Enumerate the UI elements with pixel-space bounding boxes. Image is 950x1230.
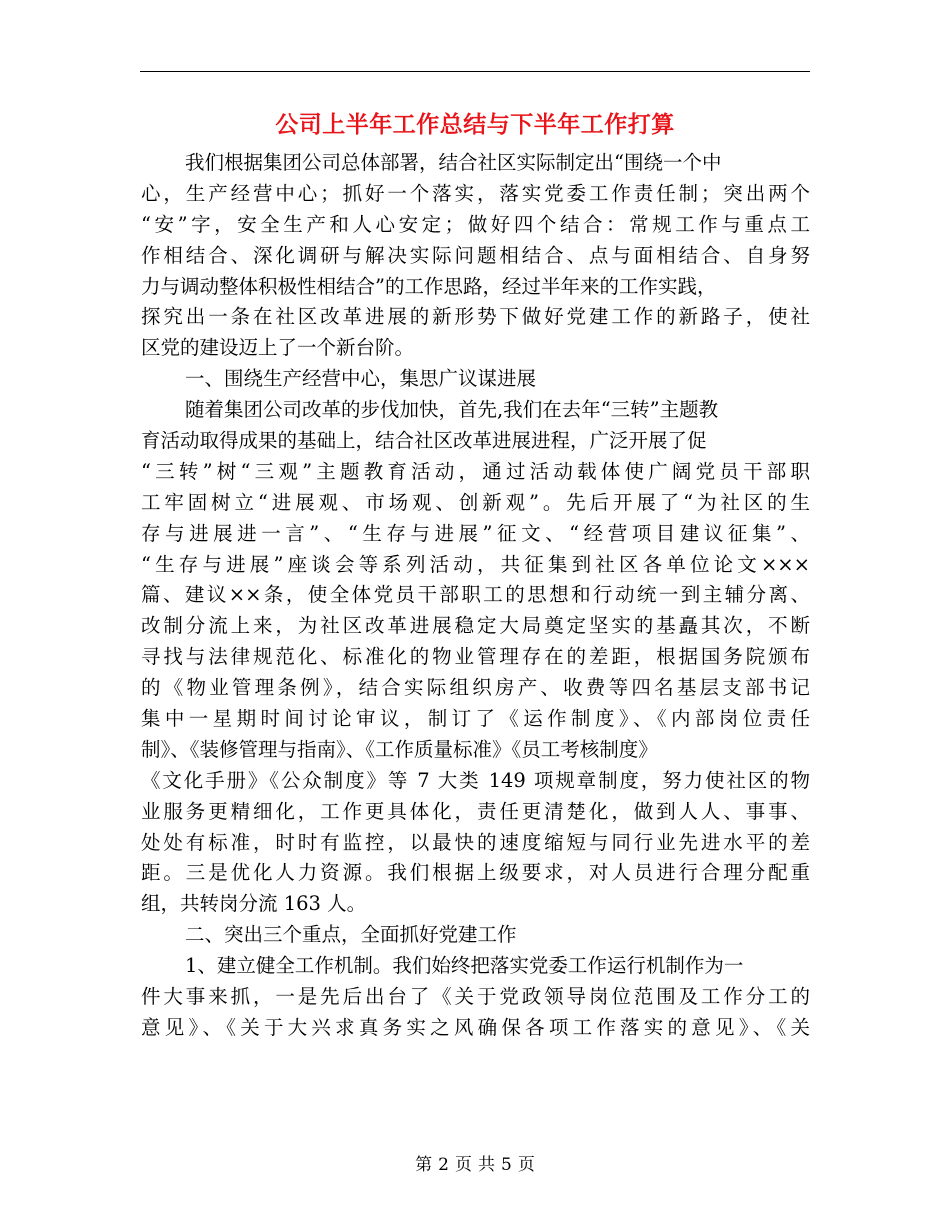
paragraph-line: “生存与进展”座谈会等系列活动，共征集到社区各单位论文××× <box>141 552 810 576</box>
paragraph-line: 集中一星期时间讨论审议，制订了《运作制度》、《内部岗位责任 <box>141 707 810 731</box>
paragraph-line: 1、建立健全工作机制。我们始终把落实党委工作运行机制作为一 <box>185 954 744 978</box>
paragraph-line: “安”字，安全生产和人心安定；做好四个结合：常规工作与重点工 <box>141 212 810 236</box>
paragraph-line: 的《物业管理条例》，结合实际组织房产、收费等四名基层支部书记 <box>141 676 810 700</box>
paragraph-line: 作相结合、深化调研与解决实际问题相结合、点与面相结合、自身努 <box>141 243 810 267</box>
paragraph-line: 工牢固树立“进展观、市场观、创新观”。先后开展了“为社区的生 <box>141 490 810 514</box>
paragraph-line: 我们根据集团公司总体部署，结合社区实际制定出“围绕一个中 <box>185 151 722 174</box>
paragraph-line: 制》、《装修管理与指南》、《工作质量标准》《员工考核制度》 <box>141 737 658 761</box>
paragraph-line: 心，生产经营中心；抓好一个落实，落实党委工作责任制；突出两个 <box>141 181 810 205</box>
current-page-number: 2 <box>438 1155 449 1175</box>
footer-suffix: 页 <box>517 1155 535 1175</box>
page-footer <box>0 1153 950 1177</box>
paragraph-line: 篇、建议××条，使全体党员干部职工的思想和行动统一到主辅分离、 <box>141 583 810 607</box>
paragraph-line: 组，共转岗分流 163 人。 <box>141 892 367 916</box>
paragraph-line: 《文化手册》《公众制度》等 7 大类 149 项规章制度，努力使社区的物 <box>141 768 810 792</box>
paragraph-line: “三转”树“三观”主题教育活动，通过活动载体使广阔党员干部职 <box>141 459 810 483</box>
paragraph-line: 处处有标准，时时有监控，以最快的速度缩短与同行业先进水平的差 <box>141 830 810 854</box>
paragraph-line: 区党的建设迈上了一个新台阶。 <box>141 336 415 360</box>
paragraph-line: 随着集团公司改革的步伐加快，首先,我们在去年“三转”主题教 <box>185 398 719 422</box>
footer-prefix: 第 <box>415 1155 433 1175</box>
footer-total-prefix: 共 <box>478 1155 495 1175</box>
paragraph-line: 距。三是优化人力资源。我们根据上级要求，对人员进行合理分配重 <box>141 861 810 885</box>
header-rule <box>140 71 810 72</box>
paragraph-line: 改制分流上来，为社区改革进展稳定大局奠定坚实的基矗其次，不断 <box>141 614 810 638</box>
paragraph-line: 探究出一条在社区改革进展的新形势下做好党建工作的新路子，使社 <box>141 305 810 329</box>
footer-page-word: 页 <box>455 1155 472 1175</box>
document-title: 公司上半年工作总结与下半年工作打算 <box>275 111 675 138</box>
paragraph-line: 存与进展进一言”、“生存与进展”征文、“经营项目建议征集”、 <box>141 521 810 545</box>
section-heading: 二、突出三个重点，全面抓好党建工作 <box>185 923 517 947</box>
total-pages-number: 5 <box>501 1155 512 1175</box>
paragraph-line: 育活动取得成果的基础上，结合社区改革进展进程，广泛开展了促 <box>141 429 707 453</box>
paragraph-line: 业服务更精细化，工作更具体化，责任更清楚化，做到人人、事事、 <box>141 799 810 823</box>
paragraph-line: 件大事来抓，一是先后出台了《关于党政领导岗位范围及工作分工的 <box>141 985 810 1009</box>
paragraph-line: 力与调动整体积极性相结合”的工作思路，经过半年来的工作实践， <box>141 274 717 298</box>
paragraph-line: 意见》、《关于大兴求真务实之风确保各项工作落实的意见》、《关 <box>141 1015 810 1039</box>
document-body <box>141 148 810 1044</box>
section-heading: 一、围绕生产经营中心，集思广议谋进展 <box>185 367 537 391</box>
paragraph-line: 寻找与法律规范化、标准化的物业管理存在的差距，根据国务院颁布 <box>141 645 810 669</box>
